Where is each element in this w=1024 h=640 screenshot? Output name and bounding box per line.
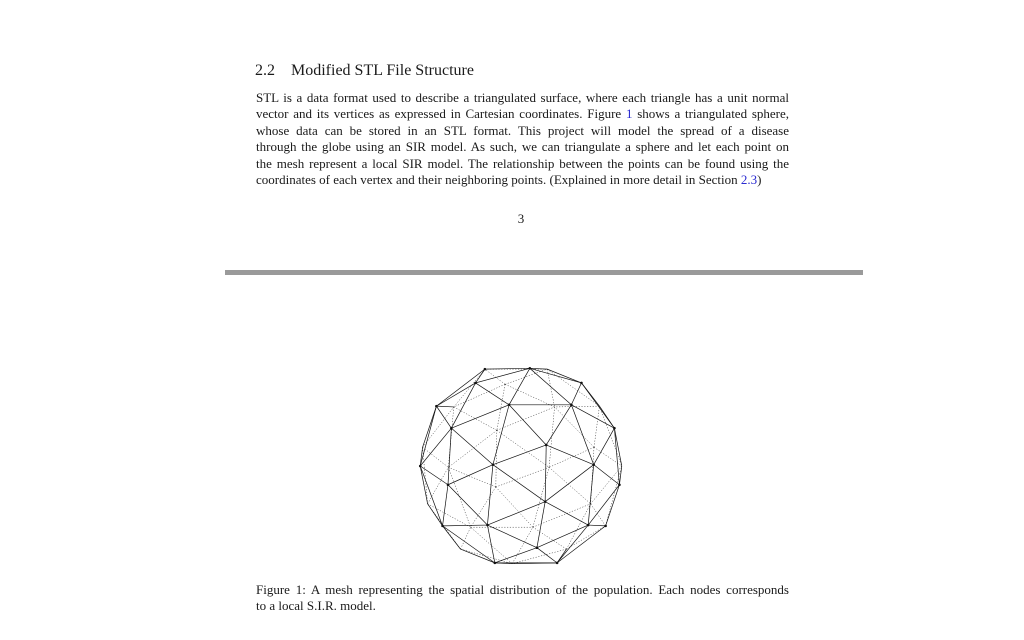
mesh-edge [461, 549, 513, 564]
mesh-edge [530, 368, 582, 383]
mesh-edge [549, 447, 594, 467]
mesh-node [618, 483, 621, 486]
mesh-edge [509, 405, 546, 445]
mesh-edge [599, 406, 614, 428]
mesh-edge [537, 548, 557, 563]
mesh-edge [420, 428, 451, 466]
mesh-edge [485, 369, 505, 384]
paragraph-line-text: vector and its vertices as expressed in Cartesian coordinates. Figure [256, 106, 626, 122]
mesh-edge [546, 405, 571, 445]
mesh-edge [545, 445, 546, 502]
mesh-edge [454, 384, 505, 407]
mesh-edge [436, 406, 451, 428]
mesh-edge [606, 485, 620, 526]
mesh-node [613, 427, 616, 430]
mesh-edge [420, 406, 436, 466]
caption-line: to a local S.I.R. model. [256, 598, 376, 614]
mesh-node [474, 382, 477, 385]
mesh-node [484, 368, 487, 371]
figure-caption [256, 582, 789, 615]
figure-reference-link[interactable]: 1 [625, 106, 633, 122]
paragraph-line-text: coordinates of each vertex and their neighboring points. (Explained in more detail in Section [256, 172, 741, 188]
section-number: 2.2 [255, 62, 275, 79]
paragraph-line: the mesh represent a local SIR model. The relationship between the points can be found using the [256, 155, 789, 171]
paragraph-line: STL is a data format used to describe a triangulated surface, where each triangle has a unit normal [256, 90, 789, 105]
mesh-edge [594, 428, 615, 464]
caption-text: A mesh representing the spatial distribution of the population. Each nodes corresponds [305, 582, 789, 597]
section-title: Modified STL File Structure [291, 62, 474, 79]
mesh-node [544, 500, 547, 503]
mesh-edge [443, 485, 448, 526]
mesh-edge [487, 465, 492, 525]
section-heading [255, 62, 474, 80]
mesh-node [570, 403, 573, 406]
mesh-edge [493, 445, 546, 465]
mesh-edge [448, 428, 451, 485]
mesh-node [494, 562, 497, 565]
mesh-edge [476, 383, 510, 405]
mesh-edge [496, 467, 549, 487]
mesh-node [492, 463, 495, 466]
mesh-edge [423, 406, 437, 447]
mesh-edge [448, 485, 487, 525]
mesh-edge [436, 406, 453, 407]
mesh-edge [537, 502, 545, 548]
paragraph-line: through the globe using an SIR model. As such, we can triangulate a sphere and let each point on [256, 139, 789, 155]
mesh-edge [594, 465, 620, 485]
mesh-edge [493, 405, 509, 465]
mesh-edge [599, 406, 621, 466]
mesh-edge [549, 407, 554, 467]
mesh-edge [537, 525, 588, 548]
mesh-edge [566, 526, 605, 549]
mesh-node [587, 524, 590, 527]
mesh-edge [420, 466, 442, 526]
mesh-edge [588, 525, 605, 526]
mesh-edge [496, 487, 533, 527]
mesh-edge [443, 526, 461, 549]
mesh-edge [533, 527, 567, 549]
mesh-edge [443, 526, 495, 563]
mesh-edge [546, 445, 593, 465]
mesh-node [508, 403, 511, 406]
mesh-edge [581, 383, 599, 406]
mesh-node [556, 562, 559, 565]
mesh-edge [443, 525, 488, 526]
mesh-edge [512, 527, 533, 563]
mesh-edge [606, 466, 622, 526]
mesh-edge [545, 465, 593, 502]
page-upper-region [0, 0, 1024, 268]
mesh-edge [571, 383, 581, 405]
mesh-node [604, 525, 607, 528]
mesh-node [435, 405, 438, 408]
mesh-edge [533, 504, 591, 527]
mesh-node [545, 444, 548, 447]
mesh-edge [588, 465, 593, 525]
mesh-edge [448, 465, 493, 485]
mesh-edge [420, 466, 448, 485]
mesh-node [419, 465, 422, 468]
paragraph-line-text: shows a triangulated sphere, [632, 106, 790, 122]
paragraph-line-text: ) [757, 172, 762, 188]
mesh-node [447, 483, 450, 486]
mesh-node [441, 525, 444, 528]
caption-label: Figure 1: [256, 582, 306, 597]
mesh-edge [428, 504, 443, 526]
body-paragraph [256, 90, 789, 188]
mesh-edge [451, 428, 493, 464]
mesh-edge [619, 466, 621, 485]
mesh-node [536, 546, 539, 549]
mesh-node [529, 367, 532, 370]
mesh-edge [496, 430, 497, 487]
mesh-edge [493, 465, 545, 502]
mesh-edge [505, 384, 554, 407]
mesh-node [450, 427, 453, 430]
mesh-edge [487, 525, 536, 548]
mesh-node [592, 463, 595, 466]
mesh-edge [557, 525, 588, 563]
mesh-edge [588, 485, 619, 525]
sphere-mesh-image [405, 350, 637, 582]
mesh-node [580, 382, 583, 385]
mesh-edge [533, 467, 549, 527]
page-number: 3 [517, 211, 525, 226]
mesh-edge [547, 369, 581, 383]
mesh-edge [436, 369, 484, 406]
mesh-edge [420, 466, 427, 504]
mesh-node [486, 524, 489, 527]
mesh-edge [614, 428, 621, 466]
mesh-edge [571, 405, 614, 428]
section-reference-link[interactable]: 2.3 [740, 172, 758, 188]
mesh-edge [461, 527, 471, 549]
mesh-edge [614, 428, 619, 485]
mesh-edge [545, 502, 588, 525]
paragraph-line [256, 106, 789, 122]
mesh-edge [509, 368, 530, 404]
mesh-edge [591, 466, 622, 504]
mesh-edge [448, 467, 495, 487]
mesh-edge [461, 549, 495, 563]
mesh-edge [549, 467, 591, 503]
mesh-edge [423, 447, 428, 504]
mesh-edge [571, 405, 593, 465]
mesh-edge [591, 504, 606, 526]
mesh-edge [594, 406, 599, 447]
page-divider [225, 270, 863, 275]
paragraph-line [256, 172, 789, 188]
mesh-edge [428, 504, 471, 527]
mesh-edge [555, 406, 600, 407]
mesh-edge [557, 526, 605, 563]
mesh-edge [454, 369, 485, 407]
mesh-edge [423, 447, 449, 467]
mesh-edge [497, 430, 549, 467]
mesh-edge [451, 405, 509, 428]
figure-mesh [405, 350, 637, 582]
caption-line [256, 582, 789, 598]
paragraph-line: whose data can be stored in an STL format. This project will model the spread of a disease [256, 122, 789, 138]
